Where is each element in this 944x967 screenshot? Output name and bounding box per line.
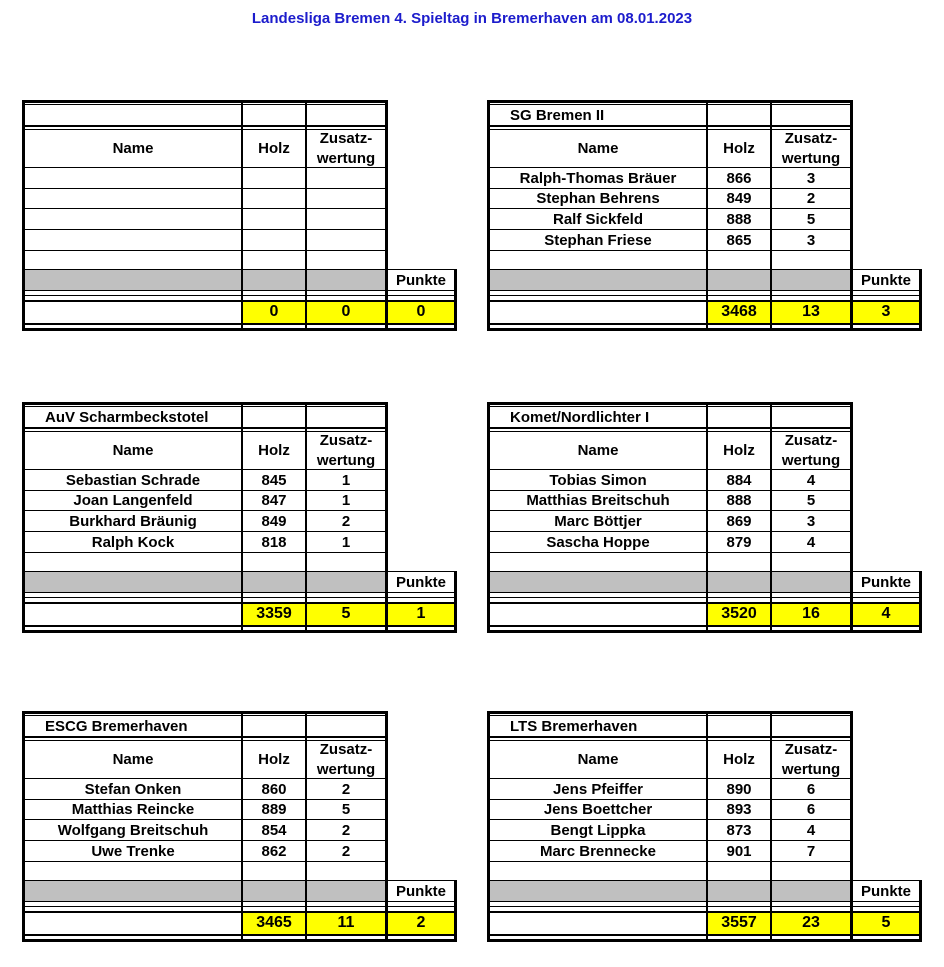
total-punkte: 3 (881, 303, 891, 320)
punkte-header: Punkte (395, 882, 446, 900)
player-holz (243, 189, 305, 208)
zusatz-header-line1: Zusatz- (784, 741, 838, 758)
team-name: SG Bremen II (510, 106, 605, 124)
page-title: Landesliga Bremen 4. Spieltag in Bremerhaven am 08.01.2023 (251, 10, 693, 27)
player-name: Marc Brennecke (540, 842, 656, 860)
separator-band (22, 881, 385, 901)
team-name (25, 105, 241, 125)
player-zusatz (307, 168, 385, 188)
player-holz: 866 (726, 169, 752, 187)
player-zusatz: 3 (806, 512, 816, 530)
grid-line (22, 625, 456, 627)
grid-line (487, 934, 921, 936)
grid-line (454, 880, 457, 942)
zusatz-header-line1: Zusatz- (319, 130, 373, 147)
total-zusatz: 5 (341, 605, 351, 622)
grid-line (385, 711, 388, 942)
player-zusatz: 1 (341, 533, 351, 551)
grid-line (487, 295, 920, 296)
player-name: Uwe Trenke (91, 842, 175, 860)
total-holz: 3520 (721, 605, 757, 622)
player-name: Ralph-Thomas Bräuer (519, 169, 677, 187)
player-holz: 818 (261, 533, 287, 551)
grid-line (22, 711, 388, 714)
total-zusatz: 23 (802, 914, 820, 931)
grid-line (22, 592, 455, 593)
grid-line (487, 906, 920, 907)
player-name (25, 209, 241, 229)
zusatz-header-line1: Zusatz- (319, 432, 373, 449)
zusatz-header-line2: wertung (781, 451, 841, 469)
player-holz: 888 (726, 210, 752, 228)
player-name: Matthias Breitschuh (526, 492, 670, 509)
team-table (487, 100, 919, 331)
player-holz: 869 (726, 512, 752, 530)
grid-line (487, 427, 852, 429)
grid-line (487, 552, 851, 553)
player-holz: 862 (261, 842, 287, 860)
punkte-header: Punkte (395, 573, 446, 591)
player-zusatz (307, 209, 385, 229)
player-zusatz: 1 (341, 492, 351, 509)
name-header: Name (112, 442, 154, 459)
total-punkte: 1 (416, 605, 426, 622)
player-zusatz: 4 (806, 821, 816, 839)
team-table (487, 711, 919, 942)
grid-line (487, 592, 920, 593)
total-punkte: 4 (881, 605, 891, 622)
grid-line (487, 100, 853, 103)
grid-line (385, 100, 388, 331)
player-name (25, 230, 241, 250)
player-zusatz (307, 230, 385, 250)
grid-line (487, 711, 853, 714)
zusatz-header-line1: Zusatz- (319, 741, 373, 758)
zusatz-header-line1: Zusatz- (784, 130, 838, 147)
grid-line (22, 861, 386, 862)
player-name: Jens Pfeiffer (552, 780, 644, 798)
grid-line (487, 290, 920, 291)
grid-line (487, 736, 852, 738)
player-holz: 845 (261, 471, 287, 489)
player-holz: 849 (261, 512, 287, 530)
total-punkte: 2 (416, 914, 426, 931)
player-zusatz: 3 (806, 231, 816, 249)
holz-header: Holz (258, 442, 290, 459)
team-table (22, 402, 454, 633)
grid-line (22, 939, 457, 942)
grid-line (22, 402, 388, 405)
grid-line (487, 630, 922, 633)
grid-line (22, 906, 455, 907)
player-name: Marc Böttjer (554, 512, 642, 530)
team-name: AuV Scharmbeckstotel (45, 408, 209, 426)
player-name: Stefan Onken (84, 780, 182, 798)
player-holz: 865 (726, 231, 752, 249)
team-table (487, 402, 919, 633)
total-holz: 3557 (721, 914, 757, 931)
player-name: Bengt Lippka (550, 821, 646, 839)
total-holz: 3359 (256, 605, 292, 622)
grid-line (454, 571, 457, 633)
player-name: Ralph Kock (91, 533, 175, 551)
player-holz (243, 209, 305, 229)
zusatz-header-line2: wertung (781, 149, 841, 167)
player-name (25, 189, 241, 208)
player-zusatz: 2 (341, 821, 351, 839)
name-header: Name (577, 442, 619, 459)
grid-line (22, 597, 455, 598)
grid-line (850, 100, 853, 331)
player-holz: 873 (726, 821, 752, 839)
player-zusatz: 7 (806, 842, 816, 860)
grid-line (487, 250, 851, 251)
player-zusatz: 2 (341, 512, 351, 530)
grid-line (22, 552, 386, 553)
separator-band (22, 572, 385, 592)
separator-band (22, 270, 385, 290)
name-header: Name (112, 140, 154, 157)
player-zusatz: 2 (341, 780, 351, 798)
grid-line (487, 402, 853, 405)
player-name: Ralf Sickfeld (552, 210, 644, 228)
player-name: Sebastian Schrade (65, 471, 201, 489)
grid-line (919, 571, 922, 633)
player-name: Tobias Simon (549, 471, 647, 489)
team-name: Komet/Nordlichter I (510, 408, 650, 426)
name-header: Name (112, 751, 154, 768)
player-zusatz: 4 (806, 533, 816, 551)
player-name: Joan Langenfeld (73, 492, 193, 509)
player-zusatz: 6 (806, 780, 816, 798)
grid-line (850, 402, 853, 633)
total-holz: 0 (269, 303, 279, 320)
player-name: Sascha Hoppe (546, 533, 650, 551)
player-holz: 893 (726, 801, 752, 818)
player-holz (243, 168, 305, 188)
total-zusatz: 16 (802, 605, 820, 622)
player-holz: 890 (726, 780, 752, 798)
player-name (25, 168, 241, 188)
player-zusatz: 5 (806, 492, 816, 509)
grid-line (22, 100, 388, 103)
player-name: Burkhard Bräunig (69, 512, 197, 530)
grid-line (22, 250, 386, 251)
player-holz: 889 (261, 801, 287, 818)
player-zusatz: 3 (806, 169, 816, 187)
punkte-header: Punkte (860, 573, 911, 591)
team-name: ESCG Bremerhaven (45, 717, 188, 735)
player-zusatz: 5 (806, 210, 816, 228)
zusatz-header-line2: wertung (781, 760, 841, 778)
grid-line (22, 736, 387, 738)
player-holz: 879 (726, 533, 752, 551)
grid-line (22, 427, 387, 429)
grid-line (22, 295, 455, 296)
grid-line (850, 711, 853, 942)
holz-header: Holz (258, 140, 290, 157)
player-zusatz: 4 (806, 471, 816, 489)
grid-line (487, 597, 920, 598)
holz-header: Holz (723, 442, 755, 459)
punkte-header: Punkte (395, 271, 446, 289)
separator-band (487, 572, 850, 592)
player-holz: 901 (726, 842, 752, 860)
player-name: Jens Boettcher (543, 801, 653, 818)
grid-line (487, 939, 922, 942)
zusatz-header-line2: wertung (316, 451, 376, 469)
total-zusatz: 0 (341, 303, 351, 320)
grid-line (385, 402, 388, 633)
player-name: Stephan Friese (544, 231, 652, 249)
player-holz: 854 (261, 821, 287, 839)
name-header: Name (577, 751, 619, 768)
player-holz: 888 (726, 492, 752, 509)
team-table (22, 711, 454, 942)
grid-line (487, 323, 921, 325)
holz-header: Holz (723, 751, 755, 768)
player-holz: 860 (261, 780, 287, 798)
punkte-header: Punkte (860, 882, 911, 900)
player-zusatz (307, 189, 385, 208)
player-holz: 884 (726, 471, 752, 489)
name-header: Name (577, 140, 619, 157)
player-name: Matthias Reincke (71, 801, 195, 818)
grid-line (487, 901, 920, 902)
player-zusatz: 5 (341, 801, 351, 818)
punkte-header: Punkte (860, 271, 911, 289)
grid-line (487, 328, 922, 331)
player-name: Wolfgang Breitschuh (57, 821, 209, 839)
player-zusatz: 6 (806, 801, 816, 818)
player-zusatz: 1 (341, 471, 351, 489)
grid-line (487, 861, 851, 862)
player-zusatz: 2 (806, 190, 816, 207)
total-zusatz: 11 (337, 914, 355, 931)
total-zusatz: 13 (802, 303, 820, 320)
grid-line (22, 630, 457, 633)
grid-line (22, 934, 456, 936)
player-holz: 847 (261, 492, 287, 509)
grid-line (22, 125, 387, 127)
holz-header: Holz (723, 140, 755, 157)
total-holz: 3465 (256, 914, 292, 931)
separator-band (487, 270, 850, 290)
team-name: LTS Bremerhaven (510, 717, 638, 735)
grid-line (22, 290, 455, 291)
grid-line (22, 328, 457, 331)
holz-header: Holz (258, 751, 290, 768)
total-holz: 3468 (721, 303, 757, 320)
player-zusatz: 2 (341, 842, 351, 860)
player-holz: 849 (726, 190, 752, 207)
grid-line (454, 269, 457, 331)
zusatz-header-line1: Zusatz- (784, 432, 838, 449)
grid-line (22, 901, 455, 902)
player-holz (243, 230, 305, 250)
grid-line (487, 125, 852, 127)
player-name: Stephan Behrens (536, 190, 660, 207)
grid-line (919, 880, 922, 942)
total-punkte: 0 (416, 303, 426, 320)
grid-line (919, 269, 922, 331)
team-table (22, 100, 454, 331)
zusatz-header-line2: wertung (316, 760, 376, 778)
zusatz-header-line2: wertung (316, 149, 376, 167)
separator-band (487, 881, 850, 901)
grid-line (22, 323, 456, 325)
grid-line (487, 625, 921, 627)
total-punkte: 5 (881, 914, 891, 931)
